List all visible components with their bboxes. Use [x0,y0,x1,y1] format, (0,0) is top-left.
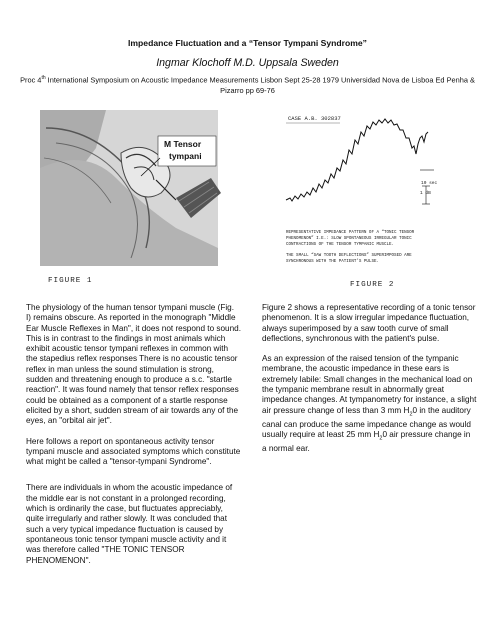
left-paragraph-1: The physiology of the human tensor tympani muscle (Fig. I) remains obscure. As reported in the monograph "Middle Ear Muscle Reflexes in Man", it does not respond to sound. This is in contrast to the findings in most animals which exhibit acoustic tensor tympani reflexes in common with the stapedius reflex responses There is no acoustic tensor reflex in man unless the sound stimulation is strong, sudden and threatening enough to produce a s.c. "startle reaction". It was found namely that tensor reflex responses could be obtained as a component of a startle response elicited by a short, sudden stream of air towards any of the eyes, an "orbital air jet". [26,303,241,426]
author-line: Ingmar Klochoff M.D. Uppsala Sweden [156,57,339,69]
left-column [26,303,241,576]
proc-rest: International Symposium on Acoustic Impedance Measurements Lisbon Sept 25-28 1979 Universidad Nova de Lisboa Ed Penha & Pizarro pp 69-76 [45,75,475,96]
figure-2-description-1: REPRESENTATIVE IMPEDANCE PATTERN OF A “TONIC TENSOR [286,231,415,235]
left-paragraph-2: Here follows a report on spontaneous activity tensor tympani muscle and associated symptoms which constitute what might be called a "tensor-tympani Syndrome". [26,436,241,467]
right-p2-part-a: As an expression of the raised tension of the tympanic membrane, the acoustic impedance in these ears is extremely labile: Small changes in the mechanical load on the tympanic membrane result in abnormally great impedance changes. At tympanometry for instance, a slight air pressure change of less than 3 mm H [262,354,477,415]
impedance-trace [286,119,428,201]
paper-title: Impedance Fluctuation and a “Tensor Tympani Syndrome” [128,38,367,48]
right-p2-sub-1: 2 [409,411,413,418]
scale-db: 1 dB [420,191,431,196]
figure-2-description-2: PHENOMENON” I.E.: SLOW SPONTANEOUS IRREGULAR TONIC [286,237,412,241]
right-paragraph-1: Figure 2 shows a representative recording of a tonic tensor phenomenon. It is a slow irregular impedance fluctuation, always superimposed by a saw tooth curve of small deflections, synchronous with the patient's pulse. [262,303,476,343]
figure-2-caption: FIGURE 2 [350,281,395,288]
right-column [262,303,477,464]
proc-superscript: th [41,75,46,81]
figure-2-description-5: SYNCHRONOUS WITH THE PATIENT’S PULSE. [286,260,379,264]
label-tympani: tympani [169,151,202,161]
right-p2-sub-2: 2 [379,435,383,442]
figure-2-description-4: THE SMALL “SAW TOOTH DEFLECTIONS” SUPERIMPOSED ARE [286,254,412,258]
right-p2-part-c: 0 air pressure change in a normal ear. [262,429,471,453]
figure-2-impedance-recording [262,108,472,288]
right-p2-part-b: 0 in the auditory canal can produce the same impedance change as would usually require at least 25 mm H [262,405,471,439]
left-paragraph-3: There are individuals in whom the acoustic impedance of the middle ear is not constant in a prolonged recording, which is ordinarily the case, but fluctuates appreciably, quite irregularly and rather slowly. It was concluded that such a very typical impedance fluctuation is caused by spontaneous tonic tensor tympani muscle activity and it was therefore called "THE TONIC TENSOR PHENOMENON". [26,483,233,565]
figure-1-caption: FIGURE 1 [48,277,93,285]
scale-time: 10 sec [421,181,438,186]
case-label: CASE A.B. 302837 [288,115,341,122]
figure-1-anatomy-drawing [26,108,236,288]
proc-prefix: Proc 4 [20,75,42,85]
figure-2-description-3: CONTRACTIONS OF THE TENSOR TYMPANIC MUSCLE. [286,243,395,247]
proceedings-citation [20,73,475,96]
right-paragraph-2 [262,354,477,454]
label-m-tensor: M Tensor [164,139,202,149]
